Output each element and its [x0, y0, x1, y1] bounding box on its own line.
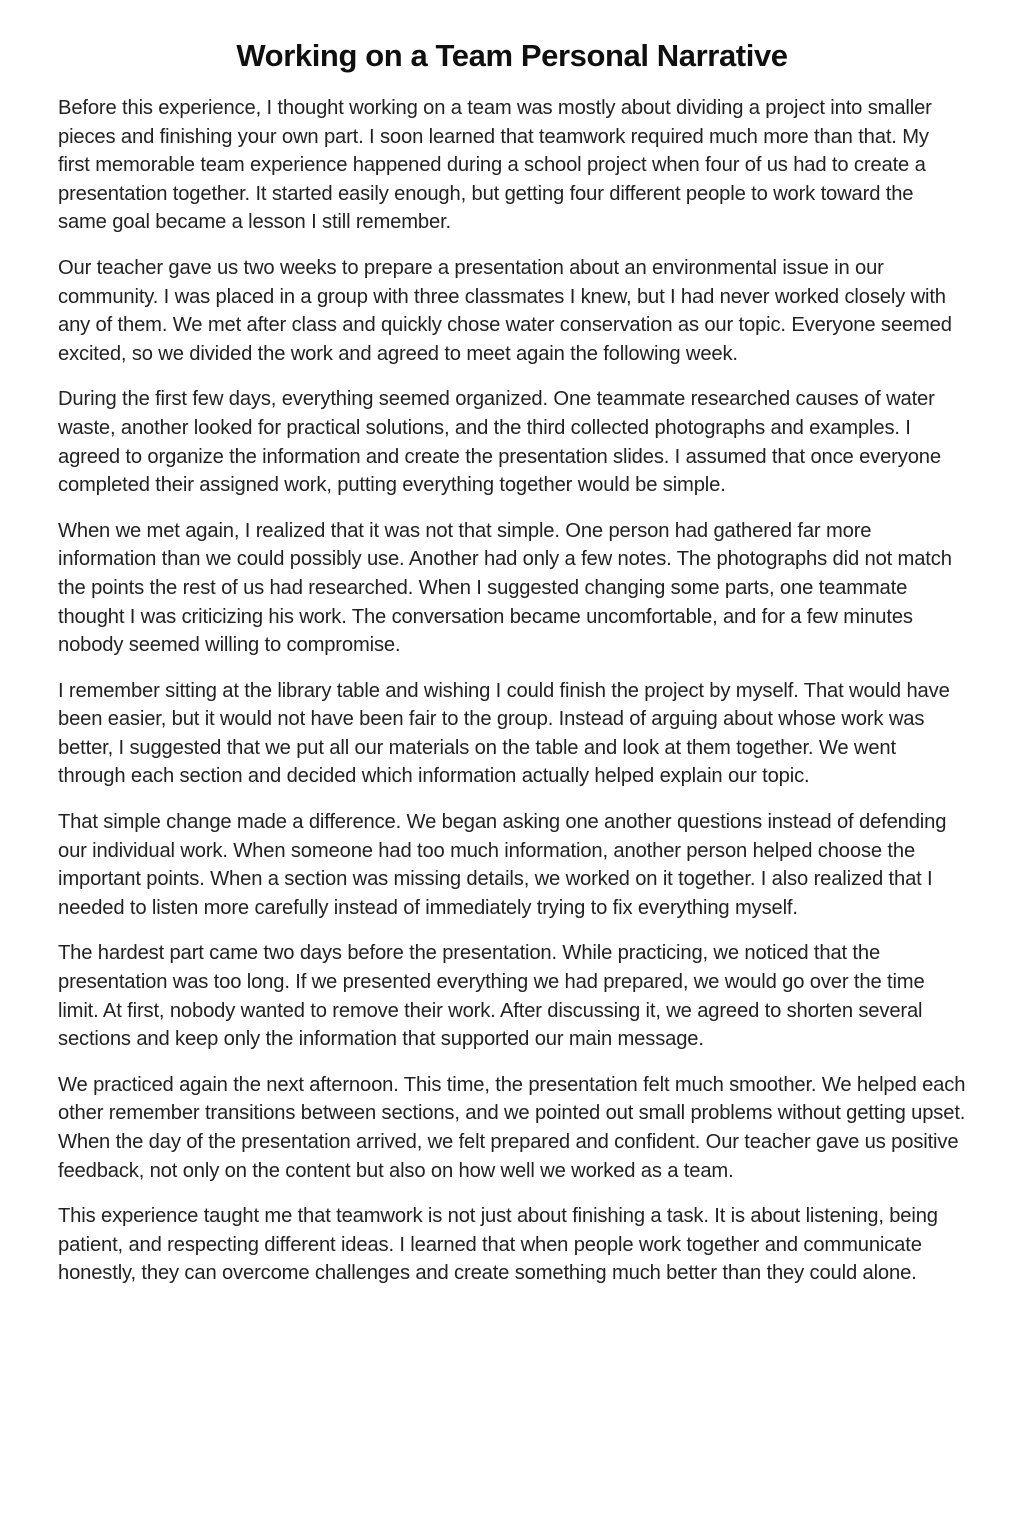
paragraph-4: When we met again, I realized that it was not that simple. One person had gathered far more information than we could possibly use. Another had only a few notes. The photographs did not match the points the rest of us had researched. When I suggested changing some parts, one teammate thought I was criticizing his work. The conversation became uncomfortable, and for a few minutes nobody seemed willing to compromise. [58, 519, 952, 657]
paragraph-1: Before this experience, I thought working on a team was mostly about dividing a project into smaller pieces and finishing your own part. I soon learned that teamwork required much more than that. My first memorable team experience happened during a school project when four of us had to create a presentation together. It started easily enough, but getting four different people to work toward the same goal became a lesson I still remember. [58, 97, 932, 234]
paragraph-3: During the first few days, everything seemed organized. One teammate researched causes of water waste, another looked for practical solutions, and the third collected photographs and examples. I agreed to organize the information and create the presentation slides. I assumed that once everyone completed their assigned work, putting everything together would be simple. [58, 388, 941, 497]
paragraph-8: We practiced again the next afternoon. This time, the presentation felt much smoother. We helped each other remember transitions between sections, and we pointed out small problems without getting upset. When the day of the presentation arrived, we felt prepared and confident. Our teacher gave us positive feedback, not only on the content but also on how well we worked as a team. [58, 1073, 966, 1182]
paragraph-5: I remember sitting at the library table and wishing I could finish the project by myself. That would have been easier, but it would not have been fair to the group. Instead of arguing about whose work was better, I suggested that we put all our materials on the table and look at them together. We went through each section and decided which information actually helped explain our topic. [58, 679, 950, 788]
document-title: Working on a Team Personal Narrative [236, 38, 788, 73]
paragraph-7: The hardest part came two days before the presentation. While practicing, we noticed that the presentation was too long. If we presented everything we had prepared, we would go over the time limit. At first, nobody wanted to remove their work. After discussing it, we agreed to shorten several sections and keep only the information that supported our main message. [58, 942, 925, 1051]
paragraph-6: That simple change made a difference. We began asking one another questions instead of defending our individual work. When someone had too much information, another person helped choose the important points. When a section was missing details, we worked on it together. I also realized that I needed to listen more carefully instead of immediately trying to fix everything myself. [58, 811, 947, 919]
paragraph-9: This experience taught me that teamwork is not just about finishing a task. It is about listening, being patient, and respecting different ideas. I learned that when people work together and communicate honestly, they can overcome challenges and create something much better than they could alone. [58, 1205, 938, 1285]
paragraph-2: Our teacher gave us two weeks to prepare a presentation about an environmental issue in our community. I was placed in a group with three classmates I knew, but I had never worked closely with any of them. We met after class and quickly chose water conservation as our topic. Everyone seemed excited, so we divided the work and agreed to meet again the following week. [58, 256, 952, 365]
